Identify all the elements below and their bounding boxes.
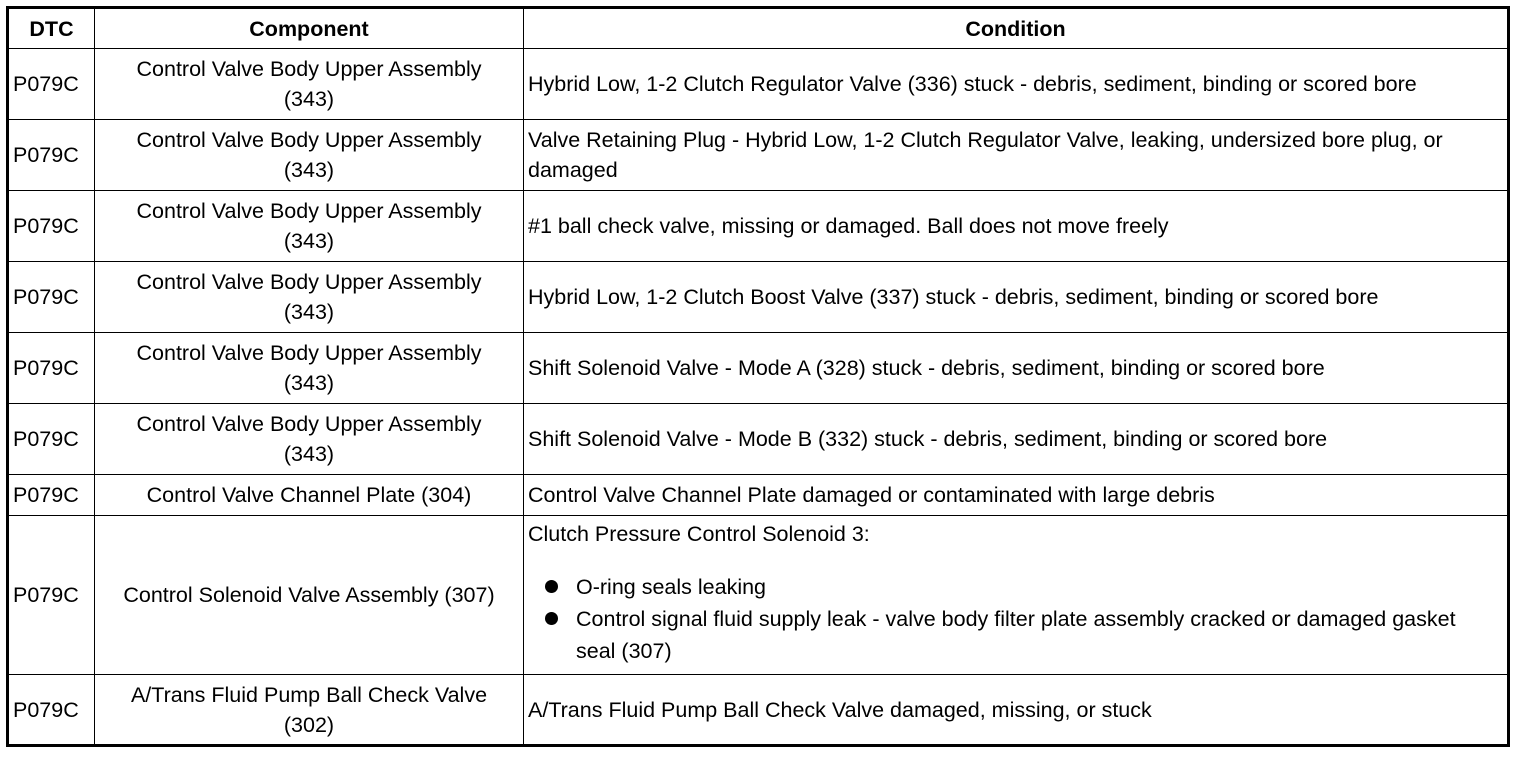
- condition-cell: Control Valve Channel Plate damaged or contaminated with large debris: [524, 475, 1509, 516]
- bullet-icon: [545, 580, 558, 593]
- condition-cell: Hybrid Low, 1-2 Clutch Regulator Valve (336) stuck - debris, sediment, binding or scored bore: [524, 49, 1509, 120]
- condition-intro: Clutch Pressure Control Solenoid 3:: [528, 522, 870, 546]
- list-item: [576, 603, 1499, 667]
- dtc-cell: P079C: [8, 404, 95, 475]
- component-cell: Control Valve Channel Plate (304): [95, 475, 524, 516]
- condition-cell: Shift Solenoid Valve - Mode A (328) stuck - debris, sediment, binding or scored bore: [524, 333, 1509, 404]
- header-condition: Condition: [524, 8, 1509, 49]
- condition-cell: [524, 516, 1509, 675]
- bullet-text: Control signal fluid supply leak - valve body filter plate assembly cracked or damaged gasket seal (307): [576, 607, 1456, 663]
- component-cell: Control Valve Body Upper Assembly (343): [95, 262, 524, 333]
- component-cell: Control Solenoid Valve Assembly (307): [95, 516, 524, 675]
- dtc-cell: P079C: [8, 49, 95, 120]
- dtc-cell: P079C: [8, 191, 95, 262]
- component-cell: A/Trans Fluid Pump Ball Check Valve (302): [95, 675, 524, 746]
- table-row: [8, 475, 1509, 516]
- condition-cell: A/Trans Fluid Pump Ball Check Valve damaged, missing, or stuck: [524, 675, 1509, 746]
- table-row: [8, 675, 1509, 746]
- component-cell: Control Valve Body Upper Assembly (343): [95, 120, 524, 191]
- dtc-cell: P079C: [8, 333, 95, 404]
- dtc-cell: P079C: [8, 475, 95, 516]
- table-row: [8, 120, 1509, 191]
- dtc-cell: P079C: [8, 262, 95, 333]
- bullet-icon: [545, 612, 558, 625]
- condition-bullet-list: [528, 571, 1499, 667]
- header-component: Component: [95, 8, 524, 49]
- list-item: [576, 571, 1499, 603]
- component-cell: Control Valve Body Upper Assembly (343): [95, 404, 524, 475]
- table-row: [8, 333, 1509, 404]
- table-row: [8, 49, 1509, 120]
- component-cell: Control Valve Body Upper Assembly (343): [95, 333, 524, 404]
- dtc-cell: P079C: [8, 516, 95, 675]
- bullet-text: O-ring seals leaking: [576, 575, 767, 599]
- condition-cell: Valve Retaining Plug - Hybrid Low, 1-2 Clutch Regulator Valve, leaking, undersized bore plug, or damaged: [524, 120, 1509, 191]
- table-row: [8, 516, 1509, 675]
- condition-cell: Hybrid Low, 1-2 Clutch Boost Valve (337) stuck - debris, sediment, binding or scored bore: [524, 262, 1509, 333]
- header-dtc: DTC: [8, 8, 95, 49]
- dtc-cell: P079C: [8, 675, 95, 746]
- table-header-row: [8, 8, 1509, 49]
- condition-cell: Shift Solenoid Valve - Mode B (332) stuck - debris, sediment, binding or scored bore: [524, 404, 1509, 475]
- table-row: [8, 404, 1509, 475]
- condition-cell: #1 ball check valve, missing or damaged. Ball does not move freely: [524, 191, 1509, 262]
- table-row: [8, 191, 1509, 262]
- dtc-cell: P079C: [8, 120, 95, 191]
- table-row: [8, 262, 1509, 333]
- dtc-diagnostic-table: [6, 6, 1510, 747]
- component-cell: Control Valve Body Upper Assembly (343): [95, 49, 524, 120]
- component-cell: Control Valve Body Upper Assembly (343): [95, 191, 524, 262]
